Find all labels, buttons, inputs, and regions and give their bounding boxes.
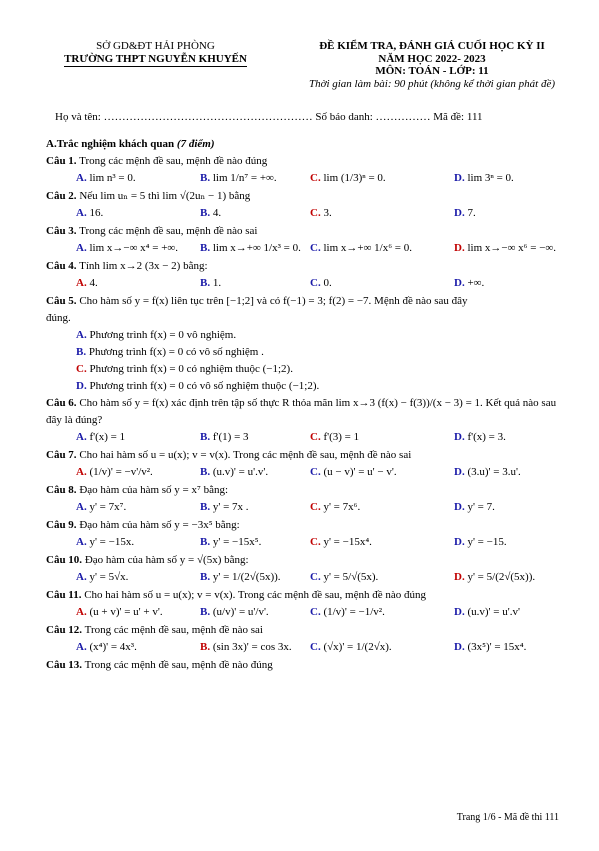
option-label: A.: [76, 536, 87, 548]
option-text: lim 1/n⁷ = +∞.: [212, 172, 277, 184]
question-stem: [46, 190, 566, 207]
option-label: D.: [454, 277, 465, 289]
option-text: (1/v)' = −1/v².: [323, 606, 385, 618]
answer-option-c: [310, 641, 392, 654]
question-stem: [46, 155, 566, 172]
question-text-continued: đúng.: [46, 312, 71, 324]
option-label: C.: [310, 466, 321, 478]
question-10: [46, 554, 566, 589]
question-text: Trong các mệnh đề sau, mệnh đề nào đúng: [79, 155, 268, 167]
answer-option-a: [76, 641, 137, 654]
option-text: lim x→+∞ 1/x³ = 0.: [212, 242, 301, 254]
option-text: (u/v)' = u'/v'.: [212, 606, 269, 618]
option-text: y' = −15.: [467, 536, 507, 548]
answer-option-a: [76, 536, 134, 549]
option-text: y' = 1/(2√(5x)).: [212, 571, 281, 583]
answer-options: [46, 172, 566, 190]
option-label: D.: [454, 641, 465, 653]
option-text: y' = 7x⁷.: [89, 501, 127, 513]
option-text: y' = 5/(2√(5x)).: [467, 571, 536, 583]
answer-option-c: [310, 501, 360, 514]
answer-option-b: [200, 431, 249, 444]
answer-option-c: [310, 277, 332, 290]
option-text: (sin 3x)' = cos 3x.: [212, 641, 292, 653]
question-text: Trong các mệnh đề sau, mệnh đề nào sai: [79, 225, 258, 237]
option-text: (u + v)' = u' + v'.: [89, 606, 163, 618]
option-label: A.: [76, 242, 87, 254]
question-2: [46, 190, 566, 225]
department-name: SỞ GD&ĐT HẢI PHÒNG: [96, 40, 215, 52]
answer-options: [46, 606, 566, 624]
option-text: lim n³ = 0.: [89, 172, 136, 184]
option-text: Phương trình f(x) = 0 có nghiệm thuộc (−1;2).: [89, 363, 293, 375]
school-name: TRƯỜNG THPT NGUYỄN KHUYẾN: [64, 53, 247, 68]
option-label: C.: [310, 277, 321, 289]
answer-option-a: [76, 501, 126, 514]
question-text: Đạo hàm của hàm số y = √(5x) bằng:: [84, 554, 249, 566]
option-label: D.: [454, 172, 465, 184]
option-label: A.: [76, 431, 87, 443]
answer-option-c: [310, 606, 385, 619]
answer-option-b: [200, 172, 277, 185]
answer-option-d: [454, 641, 526, 654]
question-number: Câu 6.: [46, 397, 77, 409]
answer-options: [46, 466, 566, 484]
option-label: C.: [310, 172, 321, 184]
question-11: [46, 589, 566, 624]
option-label: C.: [310, 431, 321, 443]
answer-option-d: [454, 431, 506, 444]
question-4: [46, 260, 566, 295]
question-stem: [46, 225, 566, 242]
option-text: f'(3) = 1: [323, 431, 360, 443]
question-number: Câu 2.: [46, 190, 77, 202]
question-12: [46, 624, 566, 659]
answer-option-b: [200, 571, 281, 584]
question-stem: [46, 484, 566, 501]
question-5: [46, 295, 566, 397]
question-text: Cho hai hàm số u = u(x); v = v(x). Trong các mệnh đề sau, mệnh đề nào sai: [79, 449, 412, 461]
option-text: y' = −15x⁵.: [212, 536, 262, 548]
question-text: Tính lim x→2 (3x − 2) bằng:: [79, 260, 208, 272]
option-label: C.: [310, 641, 321, 653]
question-stem: [46, 397, 566, 414]
option-label: B.: [76, 346, 87, 358]
option-label: B.: [200, 641, 211, 653]
option-text: y' = 5/√(5x).: [323, 571, 379, 583]
option-label: D.: [454, 242, 465, 254]
question-1: [46, 155, 566, 190]
option-label: B.: [200, 571, 211, 583]
option-text: lim (1/3)ⁿ = 0.: [323, 172, 386, 184]
option-text: Phương trình f(x) = 0 có vô số nghiệm thuộc (−1;2).: [89, 380, 320, 392]
question-number: Câu 9.: [46, 519, 77, 531]
option-label: A.: [76, 277, 87, 289]
option-label: B.: [200, 466, 211, 478]
question-stem: [46, 449, 566, 466]
answer-option-d: [454, 277, 484, 290]
option-text: y' = 7x⁶.: [323, 501, 361, 513]
option-text: (3.u)' = 3.u'.: [467, 466, 521, 478]
answer-option-b: [200, 606, 269, 619]
question-text: Trong các mệnh đề sau, mệnh đề nào sai: [84, 624, 263, 636]
option-text: y' = 5√x.: [89, 571, 129, 583]
question-stem: [46, 260, 566, 277]
option-text: 16.: [89, 207, 104, 219]
question-6: [46, 397, 566, 449]
answer-option-d: [454, 536, 507, 549]
question-13: [46, 659, 566, 676]
student-info-line: Họ và tên: ………………………………………………… Số báo danh: …………… Mã đề: 111: [55, 111, 483, 123]
option-label: A.: [76, 207, 87, 219]
option-label: D.: [454, 571, 465, 583]
question-number: Câu 4.: [46, 260, 77, 272]
answer-option-b: [200, 641, 292, 654]
answer-options: [46, 242, 566, 260]
option-label: A.: [76, 466, 87, 478]
option-label: B.: [200, 536, 211, 548]
school-year: NĂM HỌC 2022- 2023: [378, 52, 486, 65]
answer-option-d: [454, 501, 495, 514]
question-text-continued: đây là đúng?: [46, 414, 103, 426]
answer-option-b: [200, 536, 261, 549]
question-number: Câu 7.: [46, 449, 77, 461]
option-label: D.: [454, 606, 465, 618]
option-text: f'(x) = 3.: [467, 431, 506, 443]
subject: MÔN: TOÁN - LỚP: 11: [375, 65, 489, 78]
option-label: D.: [454, 431, 465, 443]
question-number: Câu 12.: [46, 624, 83, 636]
time-limit: Thời gian làm bài: 90 phút (không kể thời gian phát đề): [308, 77, 556, 90]
option-text: y' = 7x .: [212, 501, 249, 513]
question-text: Trong các mệnh đề sau, mệnh đề nào đúng: [84, 659, 273, 671]
question-number: Câu 11.: [46, 589, 82, 601]
answer-option-a: [46, 329, 566, 346]
option-text: 7.: [467, 207, 476, 219]
answer-option-d: [454, 207, 476, 220]
answer-option-d: [454, 571, 535, 584]
exam-title: ĐỀ KIỂM TRA, ĐÁNH GIÁ CUỐI HỌC KỲ II: [319, 40, 545, 52]
option-label: A.: [76, 501, 87, 513]
option-text: lim 3ⁿ = 0.: [467, 172, 514, 184]
answer-option-a: [76, 172, 136, 185]
answer-option-c: [310, 431, 359, 444]
answer-option-b: [200, 242, 301, 255]
option-text: lim x→+∞ 1/x⁶ = 0.: [323, 242, 413, 254]
answer-option-c: [310, 466, 397, 479]
option-text: 4.: [89, 277, 98, 289]
option-label: C.: [310, 207, 321, 219]
answer-option-a: [76, 431, 125, 444]
answer-option-d: [454, 606, 520, 619]
answer-option-b: [46, 346, 566, 363]
answer-option-c: [310, 172, 386, 185]
questions-content: [46, 138, 566, 676]
option-text: y' = −15x.: [89, 536, 135, 548]
answer-option-a: [76, 466, 153, 479]
answer-option-c: [310, 242, 412, 255]
option-label: C.: [310, 536, 321, 548]
option-text: (u.v)' = u'.v'.: [212, 466, 269, 478]
question-8: [46, 484, 566, 519]
section-title-text: A.Trắc nghiệm khách quan: [46, 138, 175, 150]
answer-options: [46, 501, 566, 519]
section-title: [46, 138, 566, 155]
answer-option-c: [310, 207, 332, 220]
answer-option-a: [76, 242, 178, 255]
answer-options: [46, 641, 566, 659]
section-score: (7 điểm): [176, 138, 215, 150]
option-label: D.: [454, 466, 465, 478]
option-text: lim x→−∞ x⁶ = −∞.: [467, 242, 557, 254]
question-number: Câu 8.: [46, 484, 77, 496]
answer-options: [46, 571, 566, 589]
option-label: B.: [200, 277, 211, 289]
question-list: [46, 155, 566, 676]
answer-options: [46, 277, 566, 295]
option-label: A.: [76, 571, 87, 583]
question-number: Câu 10.: [46, 554, 83, 566]
question-stem: [46, 589, 566, 606]
option-label: C.: [310, 571, 321, 583]
question-stem: [46, 659, 566, 676]
option-label: B.: [200, 207, 211, 219]
option-text: (3x⁵)' = 15x⁴.: [467, 641, 527, 653]
question-text: Cho hai hàm số u = u(x); v = v(x). Trong các mệnh đề sau, mệnh đề nào đúng: [84, 589, 426, 601]
answer-option-d: [454, 242, 556, 255]
question-9: [46, 519, 566, 554]
answer-option-a: [76, 606, 163, 619]
option-text: f'(1) = 3: [212, 431, 249, 443]
option-label: C.: [310, 606, 321, 618]
answer-option-c: [46, 363, 566, 380]
option-text: +∞.: [467, 277, 485, 289]
question-text: Nếu lim uₙ = 5 thì lim √(2uₙ − 1) bằng: [79, 190, 251, 202]
question-number: Câu 5.: [46, 295, 77, 307]
option-text: (√x)' = 1/(2√x).: [323, 641, 392, 653]
header-right: [282, 40, 582, 91]
option-text: 1.: [212, 277, 222, 289]
option-label: B.: [200, 431, 211, 443]
option-label: A.: [76, 641, 87, 653]
option-label: A.: [76, 606, 87, 618]
option-text: Phương trình f(x) = 0 vô nghiệm.: [89, 329, 237, 341]
option-label: A.: [76, 329, 87, 341]
option-text: f'(x) = 1: [89, 431, 126, 443]
option-label: C.: [310, 242, 321, 254]
question-7: [46, 449, 566, 484]
answer-option-a: [76, 207, 103, 220]
option-label: B.: [200, 172, 211, 184]
option-text: (1/v)' = −v'/v².: [89, 466, 153, 478]
option-text: y' = 7.: [467, 501, 495, 513]
answer-option-b: [200, 501, 249, 514]
answer-option-c: [310, 571, 378, 584]
option-text: 3.: [323, 207, 332, 219]
answer-options: [46, 536, 566, 554]
option-label: B.: [200, 242, 211, 254]
option-text: (u.v)' = u'.v': [467, 606, 520, 618]
option-label: A.: [76, 172, 87, 184]
option-label: D.: [454, 536, 465, 548]
question-number: Câu 13.: [46, 659, 83, 671]
option-text: 0.: [323, 277, 332, 289]
answer-option-b: [200, 277, 221, 290]
option-text: Phương trình f(x) = 0 có vô số nghiệm .: [88, 346, 264, 358]
question-stem: [46, 519, 566, 536]
answer-option-d: [454, 172, 514, 185]
option-text: y' = −15x⁴.: [323, 536, 372, 548]
option-text: (u − v)' = u' − v'.: [323, 466, 397, 478]
option-text: lim x→−∞ x⁴ = +∞.: [89, 242, 179, 254]
question-number: Câu 3.: [46, 225, 77, 237]
answer-option-a: [76, 277, 98, 290]
answer-option-b: [200, 466, 268, 479]
answer-option-b: [200, 207, 221, 220]
option-label: D.: [76, 380, 87, 392]
question-stem: [46, 295, 566, 312]
option-label: C.: [76, 363, 87, 375]
answer-option-d: [46, 380, 566, 397]
answer-options: [46, 207, 566, 225]
option-label: D.: [454, 207, 465, 219]
page-footer: Trang 1/6 - Mã đề thi 111: [456, 812, 559, 823]
answer-option-d: [454, 466, 521, 479]
answer-options: [46, 431, 566, 449]
question-text: Cho hàm số y = f(x) xác định trên tập số thực R thỏa mãn lim x→3 (f(x) − f(3))/(x − 3) = 1. Kết quả nào sau: [79, 397, 557, 409]
question-stem: [46, 624, 566, 641]
question-text: Cho hàm số y = f(x) liên tục trên [−1;2] và có f(−1) = 3; f(2) = −7. Mệnh đề nào sau đây: [79, 295, 468, 307]
question-text: Đạo hàm của hàm số y = x⁷ bằng:: [79, 484, 229, 496]
option-label: B.: [200, 501, 211, 513]
question-3: [46, 225, 566, 260]
option-text: (x⁴)' = 4x³.: [89, 641, 137, 653]
question-text: Đạo hàm của hàm số y = −3x⁵ bằng:: [79, 519, 240, 531]
option-label: C.: [310, 501, 321, 513]
question-stem: [46, 554, 566, 571]
option-text: 4.: [212, 207, 222, 219]
option-label: D.: [454, 501, 465, 513]
answer-option-c: [310, 536, 372, 549]
question-number: Câu 1.: [46, 155, 77, 167]
header-left: [48, 40, 263, 67]
option-label: B.: [200, 606, 211, 618]
answer-option-a: [76, 571, 128, 584]
